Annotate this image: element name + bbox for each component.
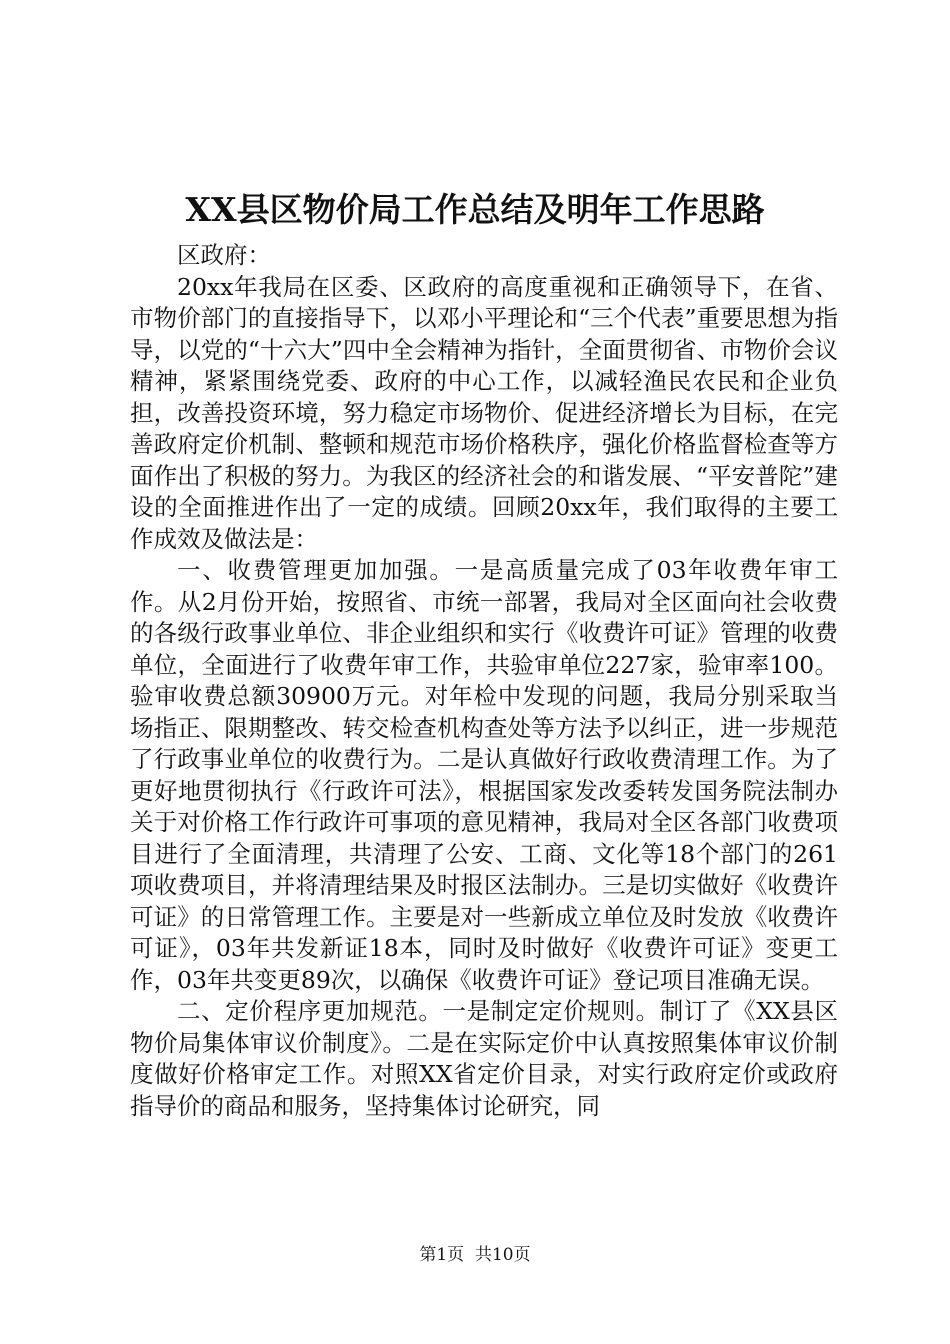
page-footer bbox=[0, 1244, 950, 1266]
document-body bbox=[130, 240, 838, 1122]
page-number-label: 第1页 共10页 bbox=[419, 1245, 531, 1265]
document-title: XX县区物价局工作总结及明年工作思路 bbox=[185, 190, 765, 229]
paragraph-section-1: 一、收费管理更加加强。一是高质量完成了03年收费年审工作。从2月份开始，按照省、市统一部署，我局对全区面向社会收费的各级行政事业单位、非企业组织和实行《收费许可证》管理的收费单位，全面进行了收费年审工作，共验审单位227家，验审率100。验审收费总额30900万元。对年检中发现的问题，我局分别采取当场指正、限期整改、转交检查机构查处等方法予以纠正，进一步规范了行政事业单位的收费行为。二是认真做好行政收费清理工作。为了更好地贯彻执行《行政许可法》，根据国家发改委转发国务院法制办关于对价格工作行政许可事项的意见精神，我局对全区各部门收费项目进行了全面清理，共清理了公安、工商、文化等18个部门的261项收费项目，并将清理结果及时报区法制办。三是切实做好《收费许可证》的日常管理工作。主要是对一些新成立单位及时发放《收费许可证》，03年共发新证18本，同时及时做好《收费许可证》变更工作，03年共变更89次，以确保《收费许可证》登记项目准确无误。 bbox=[130, 556, 838, 994]
paragraph-intro: 20xx年我局在区委、区政府的高度重视和正确领导下，在省、市物价部门的直接指导下，以邓小平理论和“三个代表”重要思想为指导，以党的“十六大”四中全会精神为指针，全面贯彻省、市物价会议精神，紧紧围绕党委、政府的中心工作，以减轻渔民农民和企业负担，改善投资环境，努力稳定市场物价、促进经济增长为目标，在完善政府定价机制、整顿和规范市场价格秩序，强化价格监督检查等方面作出了积极的努力。为我区的经济社会的和谐发展、“平安普陀”建设的全面推进作出了一定的成绩。回顾20xx年，我们取得的主要工作成效及做法是： bbox=[130, 272, 838, 553]
salutation: 区政府： bbox=[177, 241, 271, 269]
paragraph-section-2: 二、定价程序更加规范。一是制定定价规则。制订了《XX县区物价局集体审议价制度》。二是在实际定价中认真按照集体审议价制度做好价格审定工作。对照XX省定价目录，对实行政府定价或政府指导价的商品和服务，坚持集体讨论研究，同 bbox=[130, 997, 838, 1120]
